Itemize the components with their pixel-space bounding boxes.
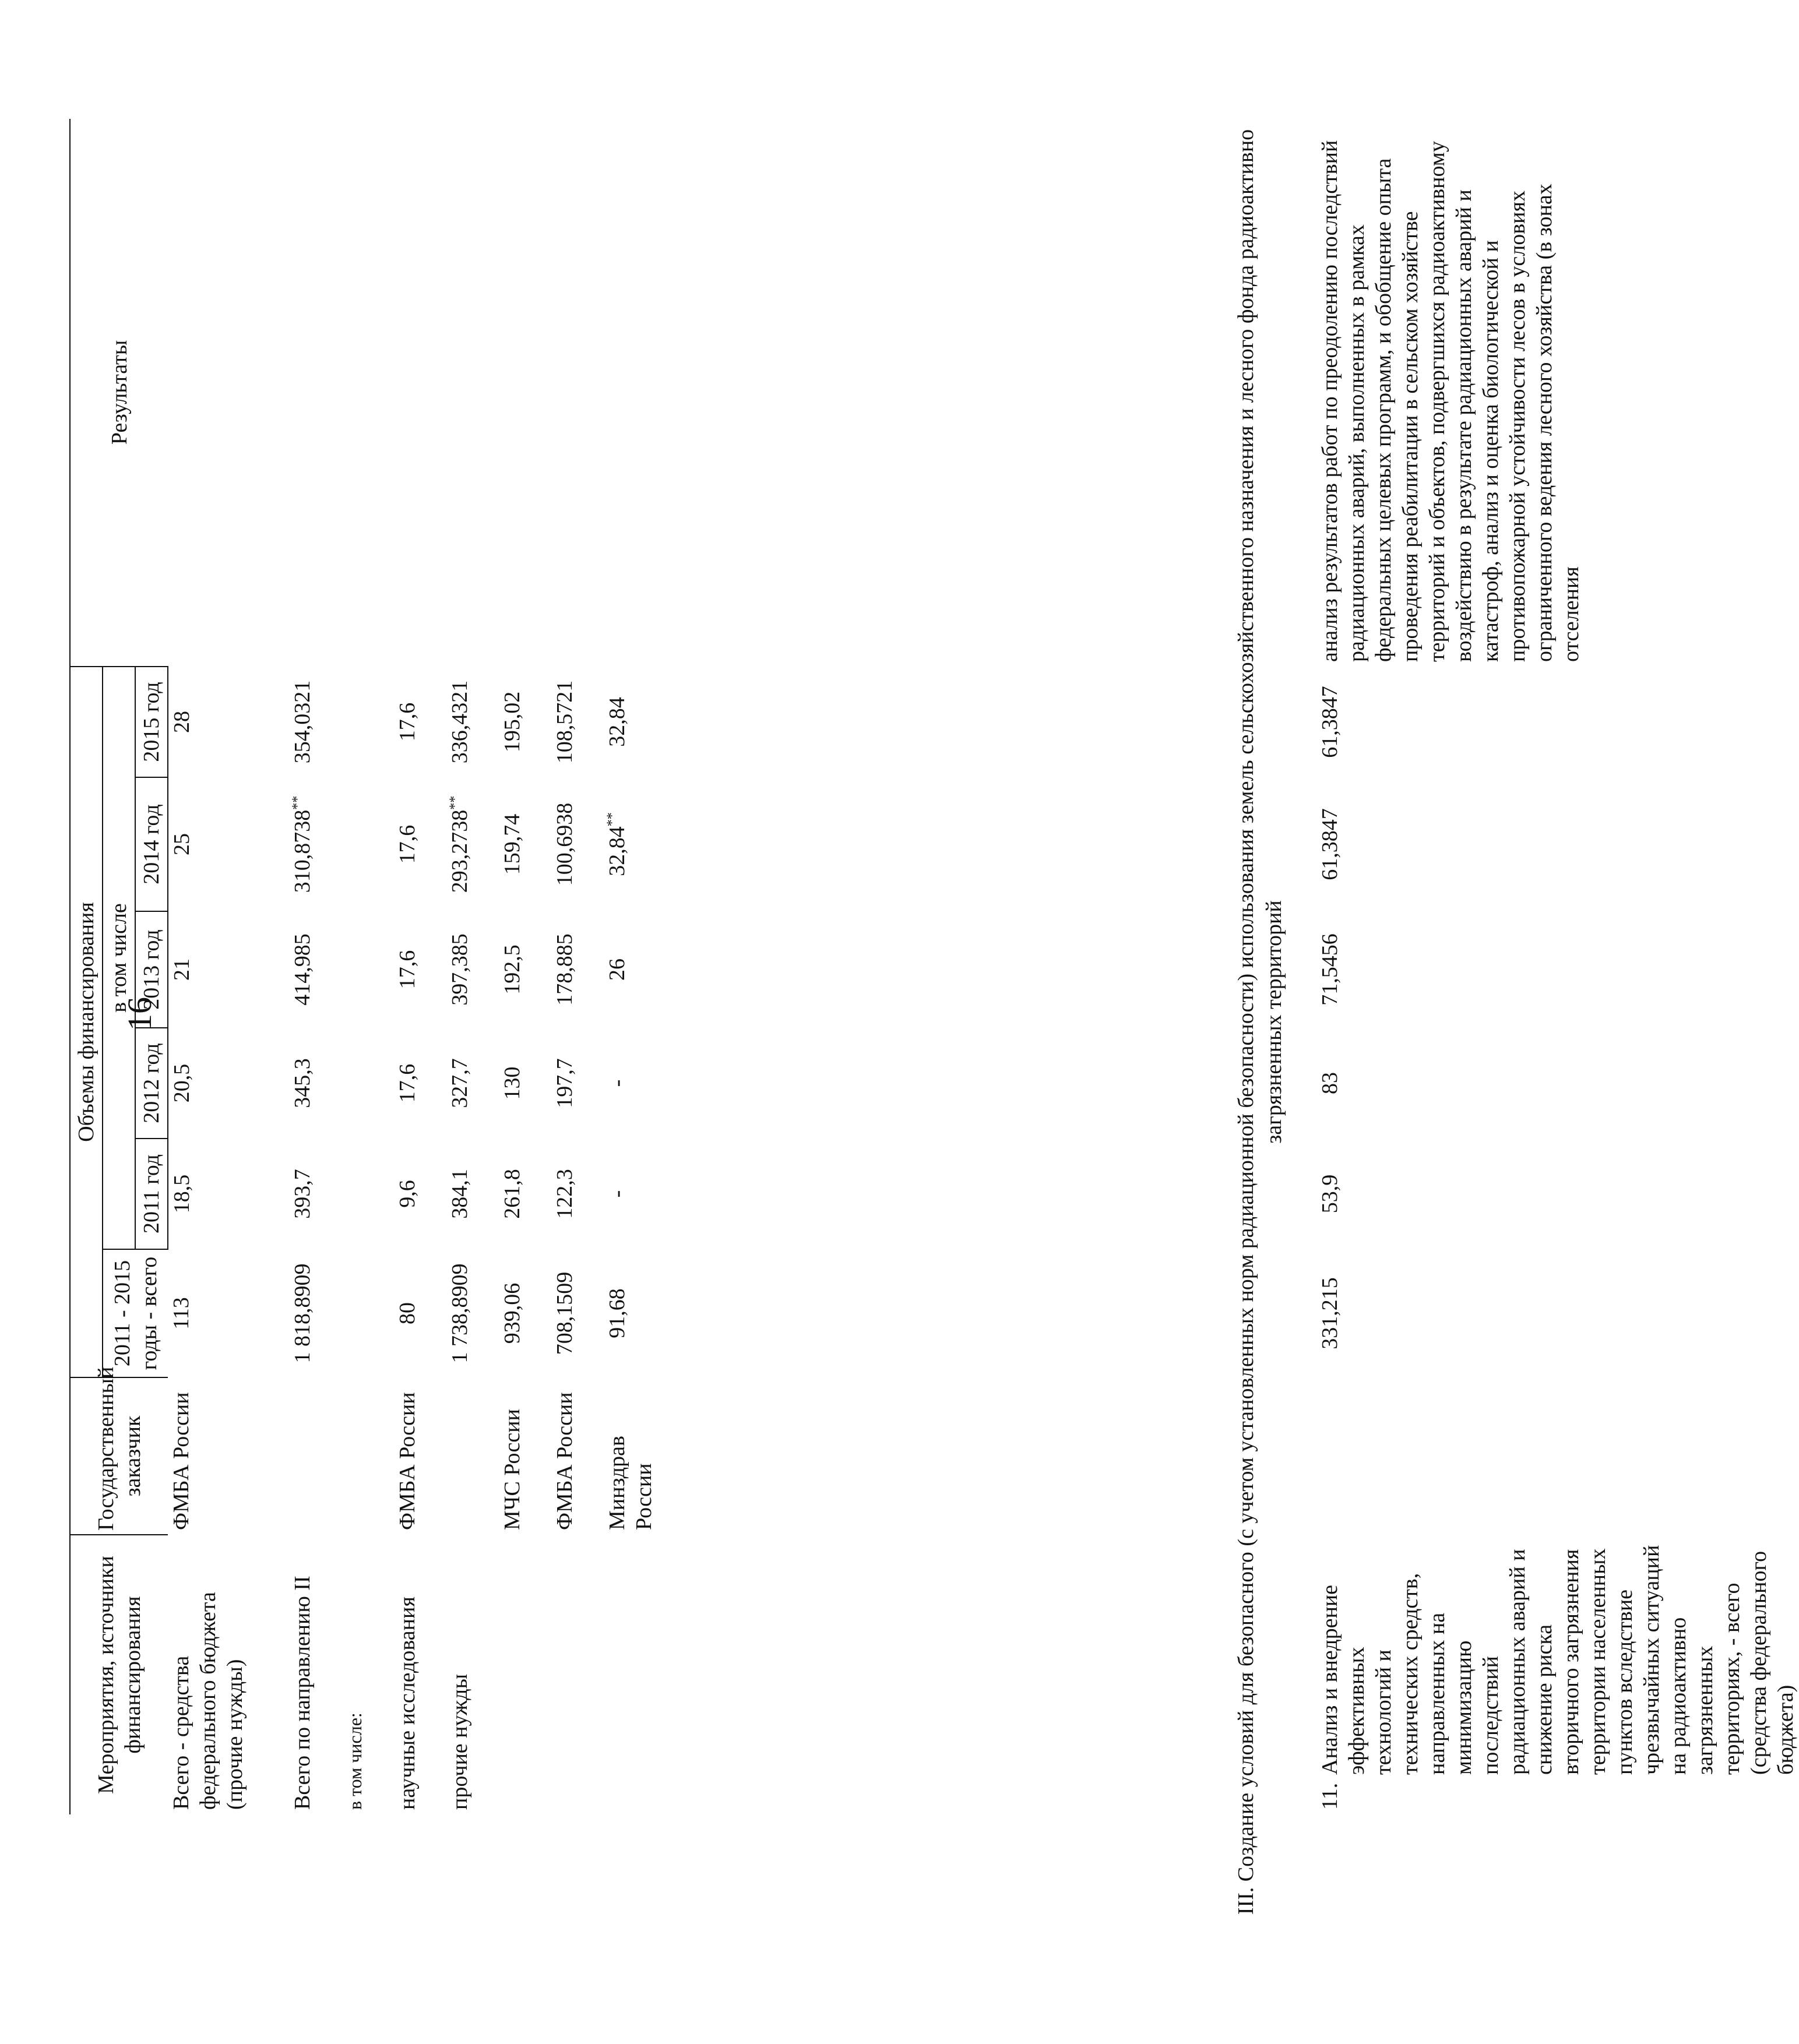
row-result: анализ результатов работ по преодолению последствий радиационных аварий, выполненных в рамках федеральных целевых программ, и обобщение опыта проведения реабилитации в сельском хозяйстве территорий и объектов, подвергшихся радиоактивному воздействию в результате радиационных аварий и катастроф, анализ и оценка биологической и противопожарной устойчивости лесов в условиях ограниченного ведения лесного хозяйства (в зонах отселения	[1318, 140, 1583, 662]
row-value-2012: 20,5	[170, 1063, 194, 1103]
table-row	[499, 119, 526, 1814]
footnote-mark: **	[447, 795, 463, 810]
row-value-2014	[604, 777, 657, 911]
row-total: 91,68	[605, 1288, 629, 1338]
header-measures: Мероприятия, источники финансирования	[70, 1535, 168, 1814]
rotated-page-content	[23, 119, 1798, 1925]
table-row	[394, 119, 421, 1814]
item-number: 11.	[1318, 1782, 1342, 1810]
table-row	[289, 119, 316, 1814]
item-11-table	[1316, 119, 1799, 1814]
value: 310,8738	[290, 809, 315, 893]
header-year-2011: 2011 год	[135, 1139, 168, 1249]
row-value-2012: 83	[1318, 1072, 1342, 1094]
table-row	[446, 119, 473, 1814]
row-value-2012: -	[605, 1079, 629, 1087]
value: 293,2738	[448, 809, 472, 893]
row-value-2012: 130	[500, 1066, 524, 1100]
row-label: Всего по направлению II	[290, 1576, 315, 1810]
row-value-2011: 384,1	[448, 1169, 472, 1219]
row-customer: ФМБА России	[395, 1392, 420, 1530]
table-row	[1316, 119, 1799, 1814]
table-row	[604, 119, 657, 1814]
row-value-2013: 26	[605, 958, 629, 981]
header-year-2012: 2012 год	[135, 1028, 168, 1139]
row-total: 331,215	[1318, 1277, 1342, 1349]
table-row	[551, 119, 578, 1814]
page-number: 16	[121, 997, 159, 1031]
header-results: Результаты	[70, 119, 168, 667]
row-value-2013: 414,985	[290, 933, 315, 1006]
row-value-2011: 53,9	[1318, 1174, 1342, 1214]
row-value-2014: 17,6	[395, 824, 420, 864]
header-year-2014: 2014 год	[135, 777, 168, 911]
row-total: 113	[169, 1297, 193, 1330]
row-value-2013: 192,5	[500, 945, 524, 995]
row-customer: ФМБА России	[169, 1392, 193, 1530]
value: 32,84	[605, 826, 629, 876]
row-value-2015: 354,0321	[290, 680, 315, 764]
row-value-2011: -	[605, 1190, 629, 1198]
row-total: 939,06	[500, 1282, 524, 1344]
row-value-2012: 345,3	[290, 1058, 315, 1108]
row-value-2015: 108,5721	[552, 680, 577, 764]
row-value-2014: 159,74	[500, 813, 524, 875]
row-value-2013: 71,5456	[1318, 933, 1342, 1006]
row-value-2011: 261,8	[500, 1169, 524, 1219]
header-funding: Объемы финансирования	[70, 667, 103, 1377]
row-total: 1 818,8909	[290, 1263, 315, 1363]
row-label: научные исследования	[395, 1597, 420, 1810]
table-row	[168, 119, 248, 1814]
header-total: 2011 - 2015 годы - всего	[103, 1249, 168, 1377]
row-label: в том числе:	[344, 1712, 365, 1810]
row-customer: Минздрав России	[605, 1436, 656, 1530]
row-value-2012: 327,7	[448, 1058, 472, 1108]
row-label: Всего - средства федерального бюджета (прочие нужды)	[169, 1592, 247, 1810]
row-value-2011: 393,7	[290, 1169, 315, 1219]
row-value-2011: 9,6	[395, 1180, 420, 1208]
header-customer: Государственный заказчик	[70, 1377, 168, 1535]
row-value-2013: 17,6	[395, 950, 420, 989]
row-value-2015: 195,02	[500, 691, 524, 753]
row-value-2014: 61,3847	[1318, 808, 1342, 880]
row-customer	[446, 1377, 473, 1535]
row-value-2013: 178,885	[552, 933, 577, 1006]
row-customer	[289, 1377, 316, 1535]
row-value-2015: 32,84	[605, 697, 629, 747]
header-year-2013: 2013 год	[135, 911, 168, 1028]
row-total: 1 738,8909	[448, 1263, 472, 1363]
funding-table	[69, 119, 657, 1814]
row-label	[551, 1535, 578, 1814]
row-value-2015: 336,4321	[448, 680, 472, 764]
footnote-mark: **	[290, 795, 305, 810]
row-value-2012: 197,7	[552, 1058, 577, 1108]
row-customer: ФМБА России	[552, 1392, 577, 1530]
header-including: в том числе	[103, 667, 135, 1249]
row-value-2013: 21	[170, 958, 194, 981]
row-total: 708,1509	[552, 1271, 577, 1355]
row-value-2015: 28	[170, 710, 194, 733]
row-value-2015: 17,6	[395, 702, 420, 742]
row-label: прочие нужды	[448, 1673, 472, 1810]
row-value-2014: 100,6938	[552, 802, 577, 886]
row-value-2015: 61,3847	[1318, 686, 1342, 758]
header-year-2015: 2015 год	[135, 667, 168, 777]
row-label	[499, 1535, 526, 1814]
row-value-2014: 25	[170, 833, 194, 855]
row-label: Анализ и внедрение эффективных технологий и технических средств, направленных на минимизацию последствий радиационных аварий и снижение риска вторичного загрязнения территории населенных пунктов вследствие чрезвычайных ситуаций на радиоактивно загрязненных территориях, - всего (средства федерального бюджета)	[1318, 1545, 1798, 1775]
row-value-2012: 17,6	[395, 1063, 420, 1103]
footnote-mark: **	[604, 812, 620, 827]
row-customer: МЧС России	[500, 1409, 524, 1530]
row-value-2011: 18,5	[170, 1174, 194, 1214]
row-value-2013: 397,385	[448, 933, 472, 1006]
section-title: III. Создание условий для безопасного (с учетом установленных норм радиационной безопасности) использования земель сельскохозяйственного назначения и лесного фонда радиоактивно загрязненных территорий	[1234, 129, 1286, 1915]
table-row	[342, 119, 368, 1814]
row-value-2014	[446, 777, 473, 911]
row-label	[604, 1535, 657, 1814]
row-value-2014	[289, 777, 316, 911]
row-value-2011: 122,3	[552, 1169, 577, 1219]
row-total: 80	[395, 1302, 420, 1324]
